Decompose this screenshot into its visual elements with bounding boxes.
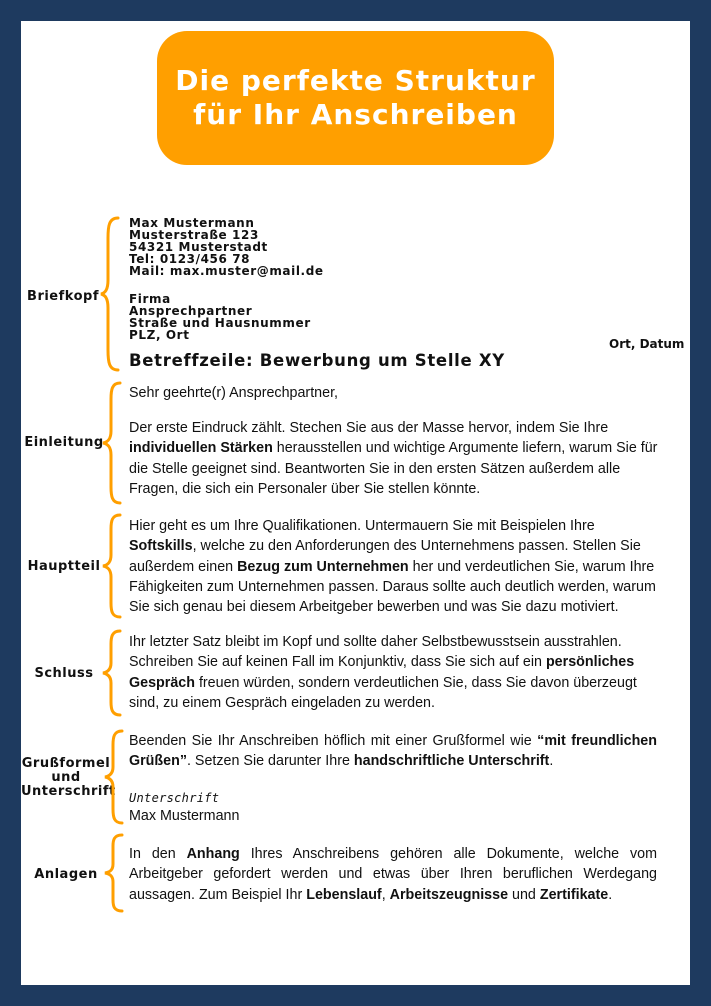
sender-city: 54321 Musterstadt [129,240,268,254]
label-grussformel-line-3: Unterschrift [21,784,116,799]
recipient-contact: Ansprechpartner [129,304,253,318]
anlagen-text: In den Anhang Ihres Anschreibens gehören alle Dokumente, welche vom Arbeitgeber gefordert werden und etwas über Ihren beruflichen Werdegang aussagen. Zum Beispiel Ihr Lebenslauf, Arbeitszeugnisse und Zertifikate. [129,846,657,903]
recipient-street: Straße und Hausnummer [129,316,311,330]
signature-name: Max Mustermann [129,808,240,824]
signature: Unterschrift [129,791,220,805]
sender-mail: Mail: max.muster@mail.de [129,264,324,278]
label-hauptteil: Hauptteil [27,559,101,574]
title-line-2: für Ihr Anschreiben [193,98,518,131]
brace-anlagen [103,833,127,913]
label-grussformel [21,756,116,799]
grussformel-text: Beenden Sie Ihr Anschreiben höflich mit einer Grußformel wie “mit freundlichen Grüßen”. Setzen Sie darunter Ihre handschriftliche Unterschrift. [129,733,657,770]
letter-sheet [21,21,690,985]
sender-name: Max Mustermann [129,216,255,230]
salutation: Sehr geehrte(r) Ansprechpartner, [129,385,339,401]
label-einleitung: Einleitung [24,435,104,450]
label-schluss: Schluss [34,666,94,681]
sender-street: Musterstraße 123 [129,228,259,242]
hauptteil-text: Hier geht es um Ihre Qualifikationen. Untermauern Sie mit Beispielen Ihre Softskills, welche zu den Anforderungen des Unternehmens passen. Stellen Sie außerdem einen Bezug zum Unternehmen her und verdeutlichen Sie, warum Ihre Fähigkeiten zum Unternehmen passen. Daraus sollte auch deutlich werden, warum Sie sich genau bei diesem Arbeitgeber bewerben und was Sie dazu motiviert. [129,518,656,616]
recipient-block [129,293,311,341]
recipient-company: Firma [129,292,171,306]
label-grussformel-line-1: Grußformel [21,756,111,771]
title-banner [157,31,554,165]
label-briefkopf: Briefkopf [27,289,99,304]
brace-einleitung [101,381,125,505]
brace-schluss [101,629,125,717]
place-date: Ort, Datum [609,337,685,351]
title-line-1: Die perfekte Struktur [175,64,536,97]
sender-block [129,217,324,277]
sender-phone: Tel: 0123/456 78 [129,252,251,266]
brace-grussformel [103,729,127,825]
label-grussformel-line-2: und [51,770,81,785]
schluss-text: Ihr letzter Satz bleibt im Kopf und sollte daher Selbstbewusstsein ausstrahlen. Schreiben Sie auf keinen Fall im Konjunktiv, dass Sie sich auf ein persönliches Gespräch freuen würden, sondern verdeutlichen Sie, dass Sie davon überzeugt sind, zu einem Gespräch eingeladen zu werden. [129,634,637,711]
brace-hauptteil [101,513,125,619]
subject-line: Betreffzeile: Bewerbung um Stelle XY [129,351,505,370]
einleitung-text: Der erste Eindruck zählt. Stechen Sie aus der Masse hervor, indem Sie Ihre individuellen Stärken herausstellen und wichtige Argumente liefern, warum Sie für die Stelle geeignet sind. Beantworten Sie in den ersten Sätzen außerdem alle Fragen, die sich ein Personaler über Sie stellen könnte. [129,420,658,497]
recipient-city: PLZ, Ort [129,328,190,342]
brace-briefkopf [99,216,123,372]
label-anlagen: Anlagen [34,867,98,882]
